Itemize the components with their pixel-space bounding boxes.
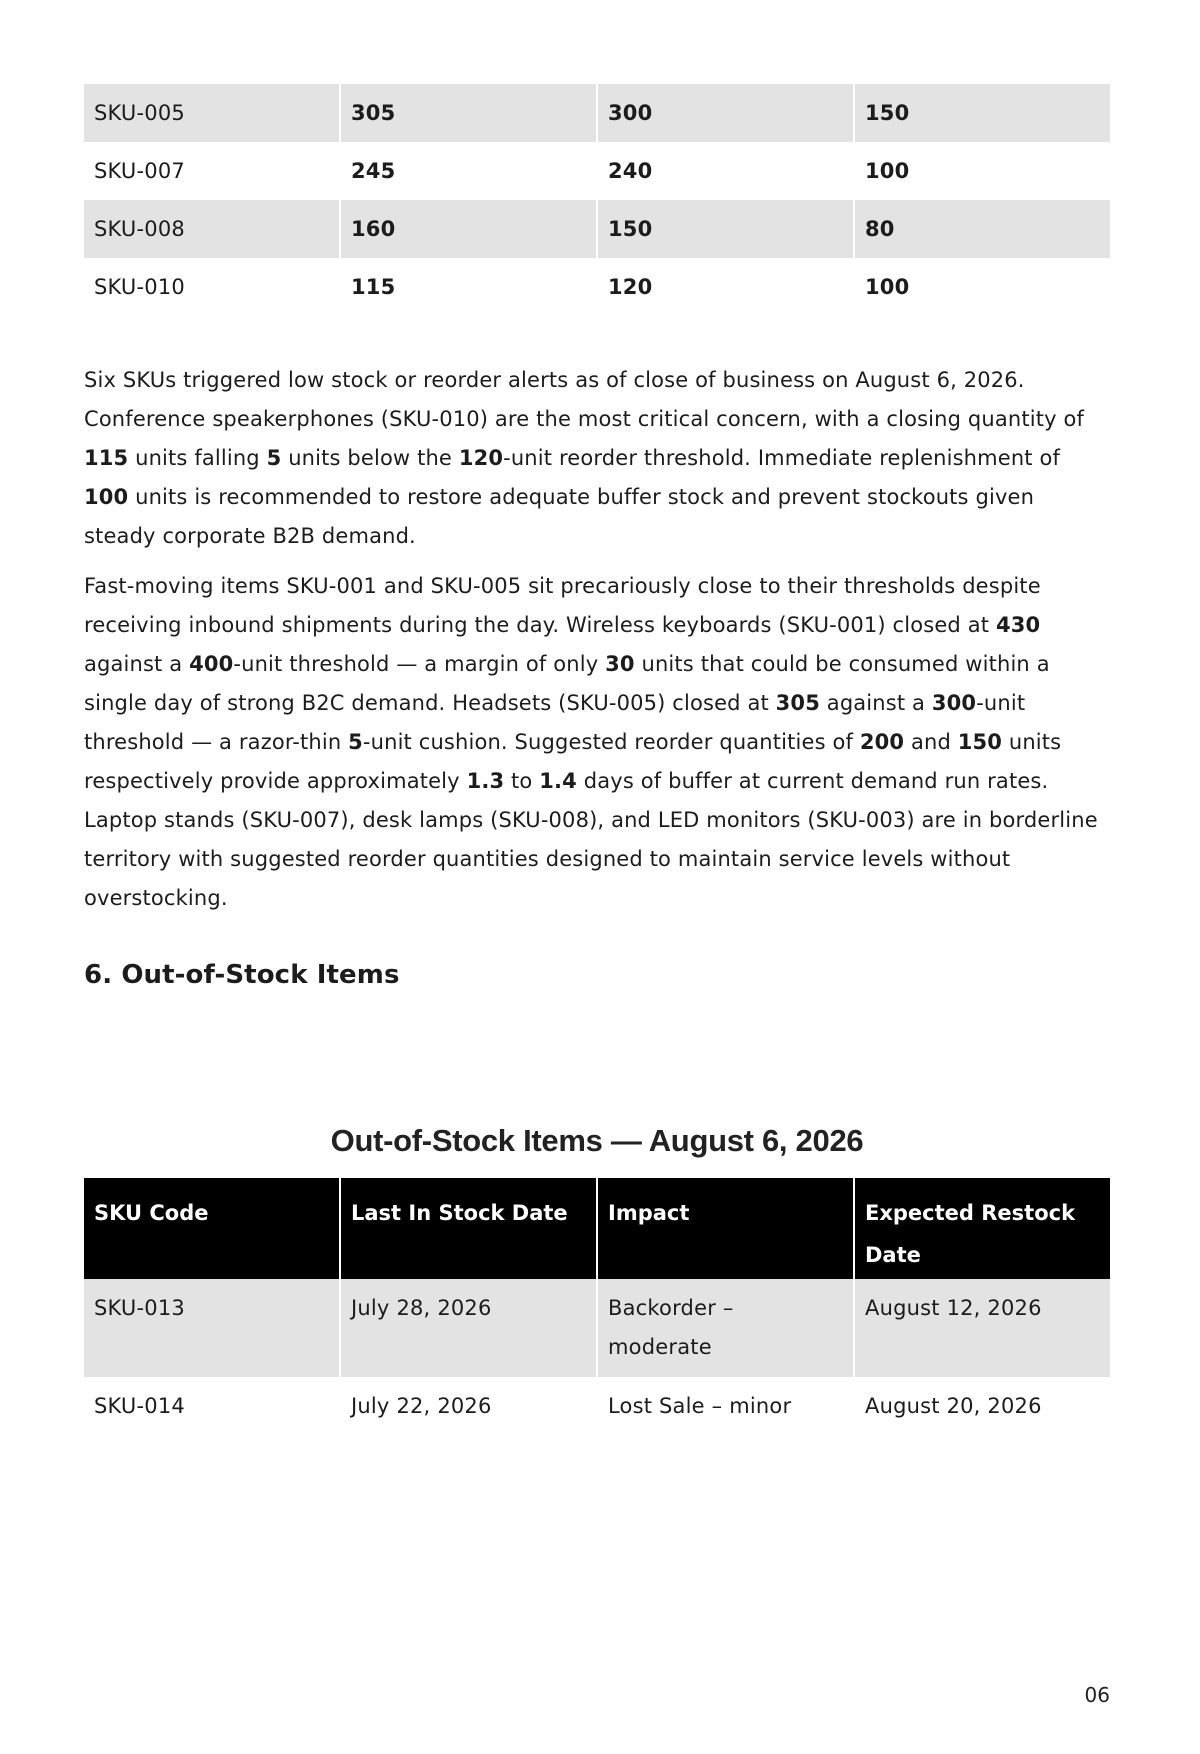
text-run: -unit reorder threshold. Immediate replenishment of	[503, 446, 1061, 470]
last-in-stock-cell: July 28, 2026	[341, 1279, 596, 1377]
bold-figure: 5	[348, 730, 363, 754]
text-run: to	[504, 769, 540, 793]
text-run: Six SKUs triggered low stock or reorder alerts as of close of business on August 6, 2026. Conference speakerphones (SKU-010) are the most critical concern, with a closing quantity of	[84, 368, 1085, 431]
text-run: against a	[84, 652, 190, 676]
text-run: -unit threshold — a margin of only	[233, 652, 606, 676]
section-heading: 6. Out-of-Stock Items	[84, 960, 400, 990]
text-run: units respectively provide approximately	[84, 730, 1062, 793]
text-run: -unit cushion. Suggested reorder quantities of	[362, 730, 860, 754]
reorder-qty-cell: 80	[855, 200, 1110, 258]
reorder-qty-cell: 100	[865, 275, 910, 299]
bold-figure: 150	[957, 730, 1003, 754]
bold-figure: 120	[458, 446, 504, 470]
last-in-stock-cell: July 22, 2026	[351, 1394, 492, 1418]
threshold-cell: 240	[608, 159, 653, 183]
bold-figure: 305	[775, 691, 820, 715]
table-row	[84, 258, 1110, 316]
table-row	[84, 1279, 1110, 1377]
sku-cell: SKU-010	[94, 275, 185, 299]
out-of-stock-table	[82, 1178, 1112, 1436]
table-row	[84, 142, 1110, 200]
table-row	[84, 200, 1110, 258]
sku-cell: SKU-014	[94, 1394, 185, 1418]
text-run: units is recommended to restore adequate buffer stock and prevent stockouts given steady corporate B2B demand.	[84, 485, 1035, 548]
bold-figure: 5	[266, 446, 282, 470]
bold-figure: 1.4	[539, 769, 577, 793]
table-row	[84, 84, 1110, 142]
sku-cell: SKU-005	[84, 84, 339, 142]
impact-cell: Backorder – moderate	[598, 1279, 853, 1377]
column-header-impact: Impact	[598, 1178, 853, 1279]
threshold-cell: 150	[598, 200, 853, 258]
bold-figure: 1.3	[466, 769, 505, 793]
closing-qty-cell: 305	[341, 84, 596, 142]
text-run: units below the	[281, 446, 459, 470]
bold-figure: 300	[931, 691, 977, 715]
page-number: 06	[1084, 1683, 1110, 1707]
closing-qty-cell: 160	[341, 200, 596, 258]
closing-qty-cell: 245	[351, 159, 396, 183]
bold-figure: 100	[84, 485, 129, 509]
sku-cell: SKU-008	[84, 200, 339, 258]
bold-figure: 200	[859, 730, 905, 754]
fast-moving-items-paragraph	[84, 567, 1110, 918]
text-run: units that could be consumed within a single day of strong B2C demand. Headsets (SKU-005) closed at	[84, 652, 1050, 715]
closing-qty-cell: 115	[351, 275, 396, 299]
column-header-expected-restock: Expected Restock Date	[855, 1178, 1110, 1279]
threshold-cell: 300	[598, 84, 853, 142]
sku-cell: SKU-013	[84, 1279, 339, 1377]
reorder-qty-cell: 100	[865, 159, 910, 183]
text-run: and	[904, 730, 958, 754]
text-run: days of buffer at current demand run rates. Laptop stands (SKU-007), desk lamps (SKU-008), and LED monitors (SKU-003) are in borderline territory with suggested reorder quantities designed to maintain service levels without overstocking.	[84, 769, 1098, 910]
column-header-last-in-stock: Last In Stock Date	[341, 1178, 596, 1279]
table-caption: Out-of-Stock Items — August 6, 2026	[330, 1123, 864, 1158]
text-run: -unit threshold — a razor-thin	[84, 691, 1026, 754]
sku-cell: SKU-007	[94, 159, 185, 183]
reorder-qty-cell: 150	[855, 84, 1110, 142]
text-run: against a	[819, 691, 932, 715]
threshold-cell: 120	[608, 275, 653, 299]
table-row	[84, 1377, 1110, 1436]
text-run: Fast-moving items SKU-001 and SKU-005 sit precariously close to their thresholds despite receiving inbound shipments during the day. Wireless keyboards (SKU-001) closed at	[84, 574, 1041, 637]
bold-figure: 115	[84, 446, 129, 470]
restock-date-cell: August 20, 2026	[865, 1394, 1042, 1418]
table-header-row	[84, 1178, 1110, 1279]
document-page	[84, 84, 1110, 1436]
bold-figure: 400	[189, 652, 234, 676]
low-stock-summary-paragraph	[84, 361, 1110, 556]
bold-figure: 430	[995, 613, 1041, 637]
impact-cell: Lost Sale – minor	[608, 1394, 792, 1418]
restock-date-cell: August 12, 2026	[855, 1279, 1110, 1377]
bold-figure: 30	[605, 652, 635, 676]
column-header-sku-code: SKU Code	[84, 1178, 339, 1279]
low-stock-table	[82, 84, 1112, 316]
text-run: units falling	[128, 446, 267, 470]
